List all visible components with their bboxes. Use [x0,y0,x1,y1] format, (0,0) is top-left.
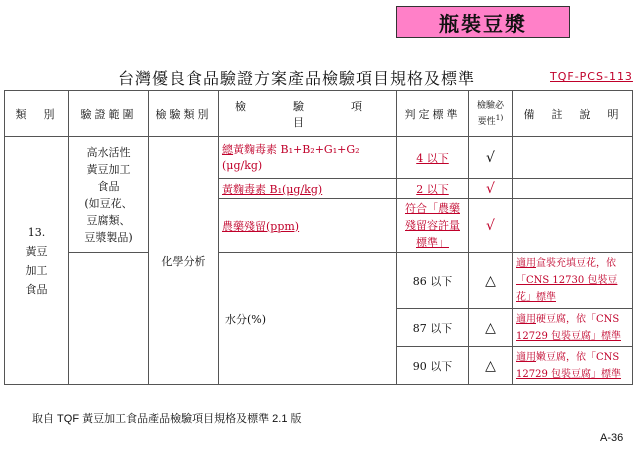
note-highlight: 適用 [516,351,536,363]
note-cell [513,179,633,199]
scope-line: 豆漿製品) [84,230,133,244]
item-formula: ₁+B₂+G₁+G₂ [288,142,360,156]
header-required-line2: 要性 [477,116,496,127]
note-highlight: 適用 [516,313,536,325]
note-cell [513,309,633,347]
test-type-cell: 化學分析 [149,137,219,385]
item-pesticide [219,199,397,253]
note-text: 嫩豆腐，依「CNS [536,351,620,363]
table-row [5,253,633,309]
document-code: TQF-PCS-113 [550,70,633,83]
header-category: 類 別 [5,91,69,137]
standard-cell: 86 以下 [397,253,469,309]
scope-line: 黃豆加工 [86,162,131,176]
scope-cell-empty [69,253,149,385]
header-test-type: 檢驗類別 [149,91,219,137]
note-line [516,311,629,328]
required-check: △ [469,309,513,347]
standard-line: 標準」 [416,236,449,249]
table-row [5,137,633,179]
standard-value: 2 以下 [416,182,449,196]
header-required-sup: 1) [495,112,504,122]
standard-value: 4 以下 [416,151,449,165]
header-standard: 判定標準 [397,91,469,137]
note-text: 硬豆腐，依「CNS [536,313,620,325]
note-line: 12729 包裝豆腐」標準 [516,368,621,380]
category-line: 食品 [25,282,48,296]
scope-line: 豆腐類、 [86,213,131,227]
header-required [469,91,513,137]
header-scope: 驗證範圍 [69,91,149,137]
note-cell [513,199,633,253]
standard-cell [397,199,469,253]
note-line: 12729 包裝豆腐」標準 [516,330,621,342]
header-item: 檢 驗 項 目 [219,91,397,137]
item-total-aflatoxin [219,137,397,179]
standard-cell: 87 以下 [397,309,469,347]
scope-line: 高水活性 [86,145,131,159]
note-line [516,255,629,272]
category-line: 黃豆 [25,244,48,258]
product-badge: 瓶裝豆漿 [396,6,570,38]
required-check: △ [469,347,513,385]
standard-line: 殘留容許量 [405,219,460,232]
required-check: √ [469,199,513,253]
standard-cell [397,137,469,179]
note-line [516,349,629,366]
document-title: 台灣優良食品驗證方案產品檢驗項目規格及標準 [118,69,476,88]
standard-line: 符合「農藥 [405,202,460,215]
scope-line: 食品 [97,179,120,193]
item-aflatoxin-b1 [219,179,397,199]
required-check: √ [469,179,513,199]
item-moisture: 水分(%) [219,253,397,385]
header-required-line1: 檢驗必 [476,100,504,111]
scope-cell [69,137,149,253]
spec-table [4,90,633,385]
item-rest: 黃麴毒素 B [233,142,289,156]
item-unit: (μg/kg) [222,158,263,172]
note-cell [513,137,633,179]
page-number: A-36 [600,432,624,444]
standard-cell [397,179,469,199]
category-cell [5,137,69,385]
category-line: 13. [27,225,46,239]
required-check: √ [469,137,513,179]
required-check: △ [469,253,513,309]
header-row [5,91,633,137]
item-text: 黃麴毒素 B₁(μg/kg) [222,182,323,196]
note-highlight: 適用 [516,258,536,269]
note-cell [513,347,633,385]
item-prefix: 總 [222,142,233,156]
note-cell [513,253,633,309]
item-text: 農藥殘留(ppm) [222,219,300,233]
header-notes: 備 註 說 明 [513,91,633,137]
note-text: 盒裝充填豆花，依 [536,258,616,269]
standard-cell: 90 以下 [397,347,469,385]
category-line: 加工 [25,263,48,277]
note-line: 「CNS 12730 包裝豆 [516,275,618,286]
source-footnote: 取自 TQF 黃豆加工食品產品檢驗項目規格及標準 2.1 版 [32,413,302,425]
note-line: 花」標準 [516,292,556,303]
scope-line: (如豆花、 [84,196,133,210]
